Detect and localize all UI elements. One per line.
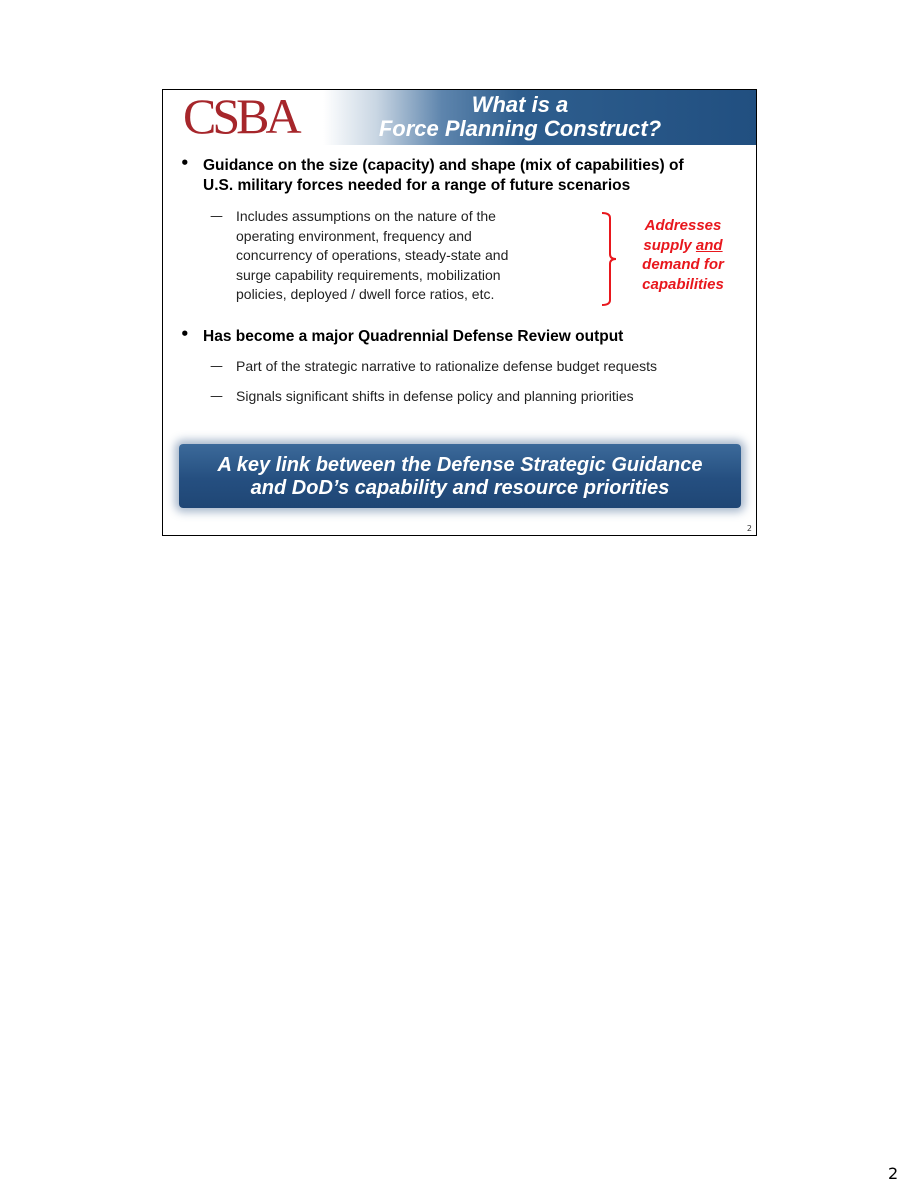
sub-bullet-dash: — <box>210 209 223 224</box>
slide <box>162 89 757 536</box>
slide-title <box>355 93 685 141</box>
bullet-2-text: Has become a major Quadrennial Defense Review output <box>203 328 624 345</box>
sub-bullet-1-line-3: concurrency of operations, steady-state and <box>236 247 509 263</box>
sub-bullet-dash: — <box>210 359 223 374</box>
right-brace-icon <box>600 212 620 306</box>
bullet-1-line-1: Guidance on the size (capacity) and shape (mix of capabilities) of <box>203 157 684 174</box>
csba-logo: CSBA <box>183 89 298 144</box>
page-number: 2 <box>888 1164 899 1183</box>
bullet-marker: • <box>180 154 190 172</box>
sub-bullet-dash: — <box>210 389 223 404</box>
callout-line-1: A key link between the Defense Strategic Guidance <box>217 454 703 476</box>
key-link-callout <box>179 444 741 508</box>
sub-bullet-1-line-2: operating environment, frequency and <box>236 227 472 244</box>
title-line-2: Force Planning Construct? <box>378 116 662 141</box>
supply-demand-annotation <box>627 216 739 294</box>
annotation-line-2-text: supply <box>643 236 696 254</box>
annotation-line-2 <box>627 236 739 256</box>
slide-number: 2 <box>746 524 752 533</box>
bullet-marker: • <box>180 325 190 343</box>
sub-bullet-1-line-4: surge capability requirements, mobilization <box>236 266 501 283</box>
bullet-1-line-2: U.S. military forces needed for a range of future scenarios <box>203 177 631 194</box>
sub-bullet-1-line-5: policies, deployed / dwell force ratios, etc. <box>236 286 495 302</box>
bullet-1-text <box>203 156 684 196</box>
sub-bullet-2-text: Part of the strategic narrative to rationalize defense budget requests <box>236 358 658 374</box>
callout-line-2: and DoD’s capability and resource priorities <box>250 477 670 499</box>
slide-header <box>163 90 756 145</box>
sub-bullet-1-line-1: Includes assumptions on the nature of the <box>236 208 496 224</box>
annotation-line-1: Addresses <box>644 217 722 234</box>
annotation-line-4: capabilities <box>642 275 724 293</box>
sub-bullet-1-text <box>236 207 508 305</box>
annotation-underlined-word: and <box>695 236 723 254</box>
title-line-1: What is a <box>471 92 569 117</box>
sub-bullet-3-text: Signals significant shifts in defense policy and planning priorities <box>236 388 634 404</box>
annotation-line-3: demand for <box>642 256 724 273</box>
